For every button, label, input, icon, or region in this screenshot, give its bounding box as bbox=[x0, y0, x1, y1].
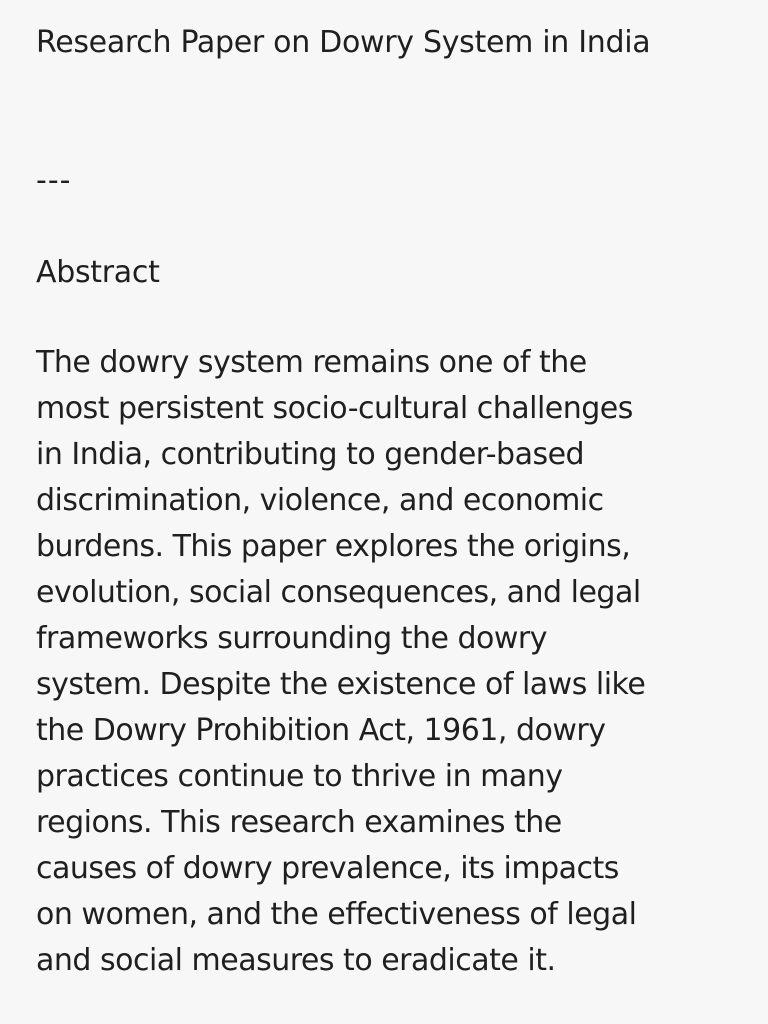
document-title: Research Paper on Dowry System in India bbox=[36, 25, 651, 60]
abstract-line: most persistent socio-cultural challenges bbox=[36, 391, 633, 426]
abstract-line: regions. This research examines the bbox=[36, 805, 562, 840]
abstract-line: on women, and the effectiveness of legal bbox=[36, 897, 637, 932]
abstract-line: system. Despite the existence of laws like bbox=[36, 667, 646, 702]
abstract-line: and social measures to eradicate it. bbox=[36, 943, 556, 978]
abstract-line: evolution, social consequences, and legal bbox=[36, 575, 641, 610]
abstract-line: practices continue to thrive in many bbox=[36, 759, 563, 794]
abstract-line: causes of dowry prevalence, its impacts bbox=[36, 851, 619, 886]
abstract-heading: Abstract bbox=[36, 255, 160, 290]
abstract-line: in India, contributing to gender-based bbox=[36, 437, 585, 472]
abstract-line: the Dowry Prohibition Act, 1961, dowry bbox=[36, 713, 606, 748]
abstract-paragraph bbox=[36, 340, 736, 984]
abstract-line: burdens. This paper explores the origins, bbox=[36, 529, 631, 564]
section-divider: --- bbox=[36, 163, 72, 198]
abstract-line: discrimination, violence, and economic bbox=[36, 483, 604, 518]
abstract-line: The dowry system remains one of the bbox=[36, 345, 587, 380]
abstract-line: frameworks surrounding the dowry bbox=[36, 621, 547, 656]
